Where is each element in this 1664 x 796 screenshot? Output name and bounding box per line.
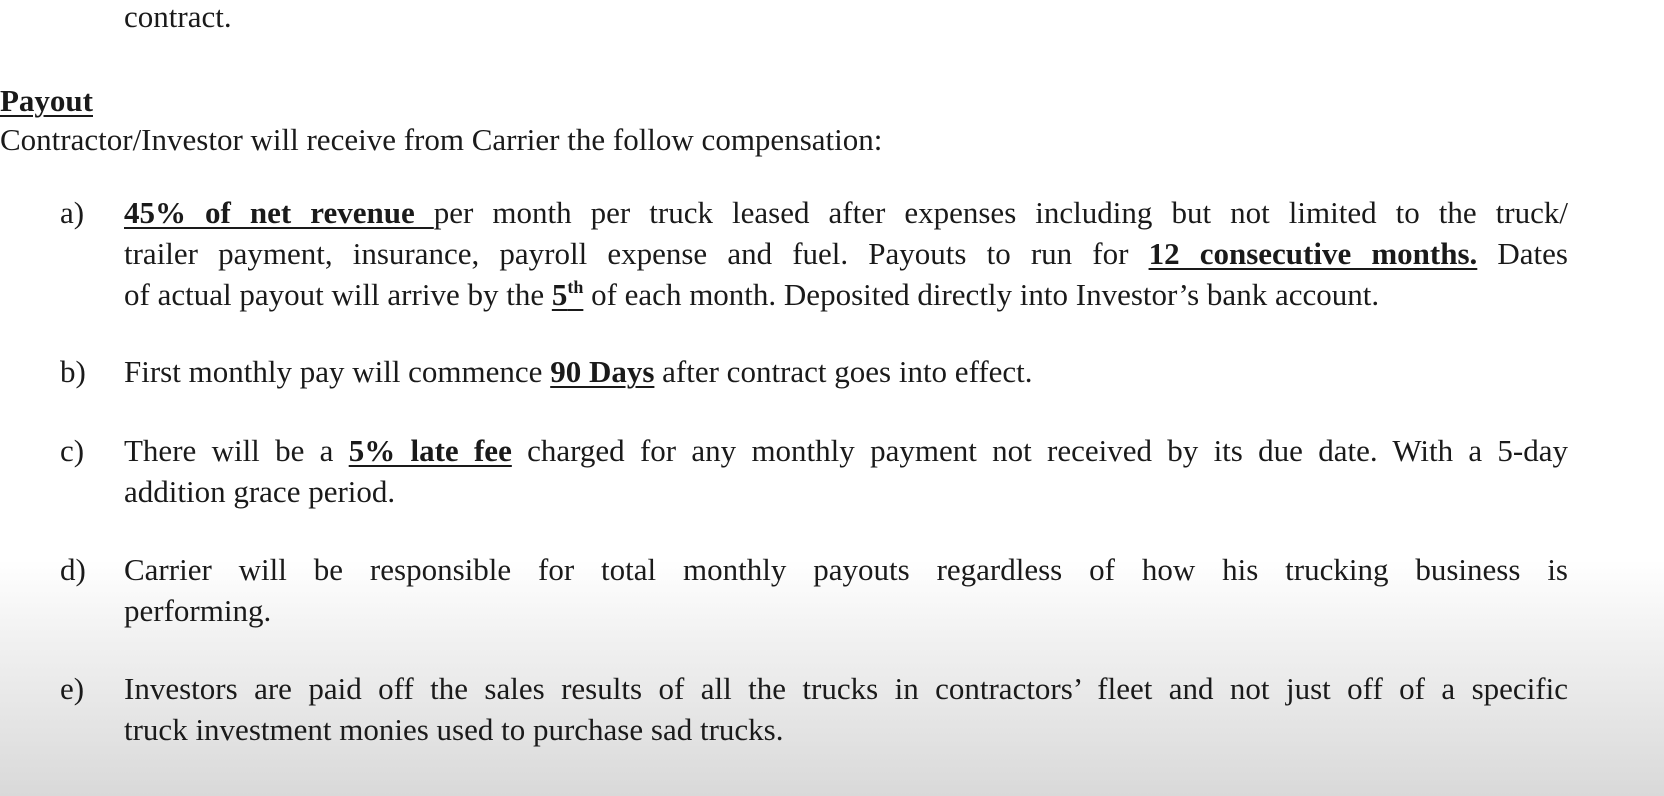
- list-marker: d): [60, 552, 86, 587]
- list-item-d: [60, 549, 1568, 631]
- text-run: after contract goes into effect.: [654, 354, 1033, 389]
- text-line: [124, 471, 1568, 512]
- text-line: [124, 233, 1568, 274]
- emphasis-payout-day: [552, 277, 584, 312]
- text-run: There will be a: [124, 433, 349, 468]
- section-heading-payout: Payout: [0, 83, 93, 118]
- text-run: charged for any monthly payment not received by its due date. With a 5-day: [511, 433, 1568, 468]
- day-ordinal-suffix: th: [567, 277, 584, 297]
- text-line: [124, 430, 1568, 471]
- emphasis-consecutive-months: 12 consecutive months.: [1148, 236, 1478, 271]
- text-run: trailer payment, insurance, payroll expense and fuel. Payouts to run for: [124, 236, 1149, 271]
- text-line: [124, 351, 1568, 392]
- emphasis-late-fee: 5% late fee: [348, 433, 512, 468]
- list-marker: e): [60, 671, 85, 706]
- day-number: 5: [551, 277, 568, 312]
- list-item-b: [60, 351, 1568, 392]
- text-run: performing.: [124, 593, 272, 628]
- previous-page-fragment: contract.: [124, 0, 232, 34]
- list-item-text: [124, 351, 1568, 392]
- list-item-e: [60, 668, 1568, 750]
- section-intro: Contractor/Investor will receive from Carrier the follow compensation:: [0, 122, 883, 157]
- list-item-text: [124, 192, 1568, 315]
- text-run: Investors are paid off the sales results of all the trucks in contractors’ fleet and not just off of a specific: [124, 671, 1568, 706]
- text-line: [124, 590, 1568, 631]
- text-line: [124, 668, 1568, 709]
- emphasis-90-days: 90 Days: [550, 354, 655, 389]
- list-item-text: [124, 668, 1568, 750]
- text-run: Carrier will be responsible for total monthly payouts regardless of how his trucking business is: [124, 552, 1568, 587]
- list-item-c: [60, 430, 1568, 512]
- text-run: addition grace period.: [124, 474, 396, 509]
- list-item-text: [124, 549, 1568, 631]
- text-run: per month per truck leased after expenses including but not limited to the truck/: [433, 195, 1568, 230]
- text-run: of each month. Deposited directly into Investor’s bank account.: [583, 277, 1380, 312]
- text-run: First monthly pay will commence: [124, 354, 551, 389]
- list-item-a: [60, 192, 1568, 315]
- text-line: [124, 274, 1568, 315]
- emphasis-net-revenue: 45% of net revenue: [124, 195, 434, 230]
- text-line: [124, 709, 1568, 750]
- text-line: [124, 549, 1568, 590]
- list-item-text: [124, 430, 1568, 512]
- text-run: of actual payout will arrive by the: [124, 277, 552, 312]
- list-marker: a): [60, 195, 85, 230]
- list-marker: c): [60, 433, 85, 468]
- text-run: truck investment monies used to purchase sad trucks.: [124, 712, 784, 747]
- text-run: Dates: [1477, 236, 1568, 271]
- text-line: [124, 192, 1568, 233]
- list-marker: b): [60, 354, 86, 389]
